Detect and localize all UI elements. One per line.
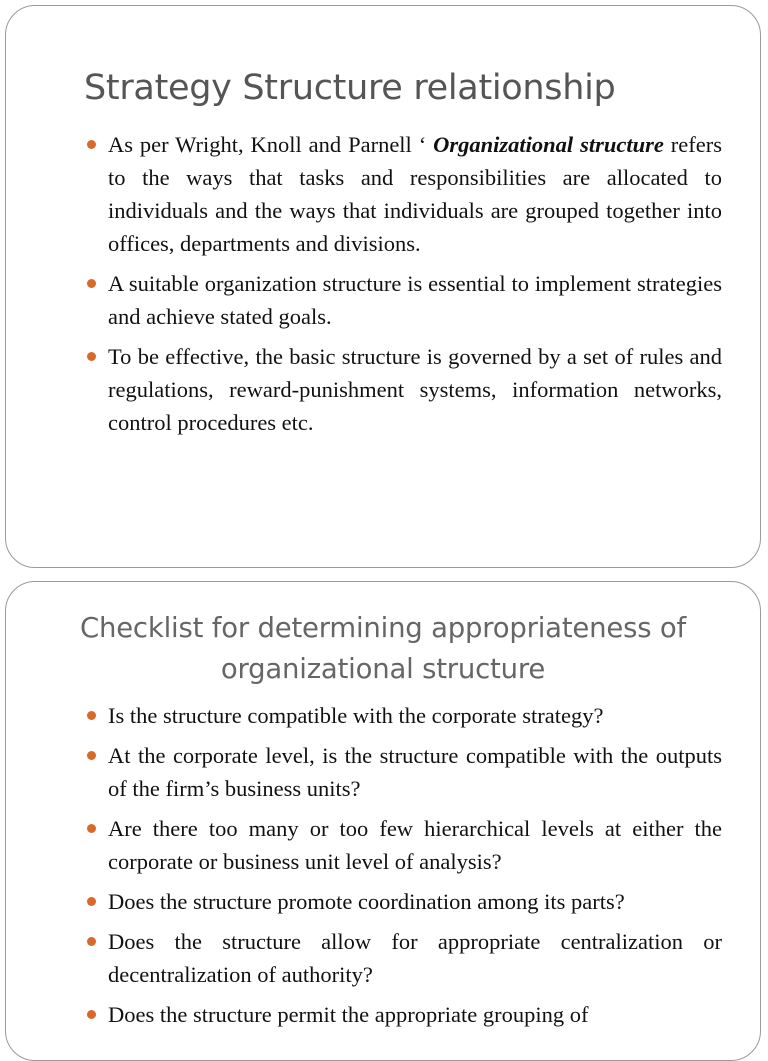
list-item — [86, 128, 722, 260]
slide-title: Checklist for determining appropriateness of organizational structure — [79, 612, 686, 685]
bullet-text: To be effective, the basic structure is governed by a set of rules and regulations, reward-punishment systems, information networks, control procedures etc. — [108, 344, 722, 435]
bullet-text: Does the structure promote coordination among its parts? — [108, 889, 625, 914]
bullet-dot-icon — [87, 824, 96, 833]
bullet-text: At the corporate level, is the structure compatible with the outputs of the firm’s business units? — [108, 743, 722, 801]
list-item — [86, 925, 722, 991]
list-item — [86, 885, 722, 918]
list-item — [86, 998, 722, 1031]
bullet-text: A suitable organization structure is essential to implement strategies and achieve stated goals. — [108, 271, 722, 329]
bullet-dot-icon — [87, 897, 96, 906]
bullet-dot-icon — [87, 279, 96, 288]
slide-checklist — [5, 581, 761, 1061]
bullet-text: Is the structure compatible with the corporate strategy? — [108, 703, 604, 728]
list-item — [86, 340, 722, 439]
slide-strategy-structure — [5, 5, 761, 568]
bullet-dot-icon — [87, 140, 96, 149]
list-item — [86, 812, 722, 878]
bullet-dot-icon — [87, 937, 96, 946]
list-item — [86, 267, 722, 333]
bullet-dot-icon — [87, 1010, 96, 1019]
slide-title: Strategy Structure relationship — [84, 68, 616, 108]
bullet-list — [86, 699, 722, 1038]
bullet-list — [86, 128, 722, 446]
bullet-text: Does the structure allow for appropriate centralization or decentralization of authority? — [108, 929, 722, 987]
bullet-dot-icon — [87, 711, 96, 720]
bullet-text: Are there too many or too few hierarchical levels at either the corporate or business unit level of analysis? — [108, 816, 722, 874]
bullet-dot-icon — [87, 352, 96, 361]
bullet-dot-icon — [87, 751, 96, 760]
list-item — [86, 739, 722, 805]
bullet-text: Does the structure permit the appropriate grouping of — [108, 1002, 589, 1027]
bullet-text-emphasis: Organizational structure — [433, 132, 664, 157]
list-item — [86, 699, 722, 732]
bullet-text-pre: As per Wright, Knoll and Parnell ‘ — [108, 132, 434, 157]
bullet-text-post: refers to the ways that tasks and responsibilities are allocated to individuals and the ways that individuals are grouped together into offices, departments and divisions. — [108, 132, 722, 256]
